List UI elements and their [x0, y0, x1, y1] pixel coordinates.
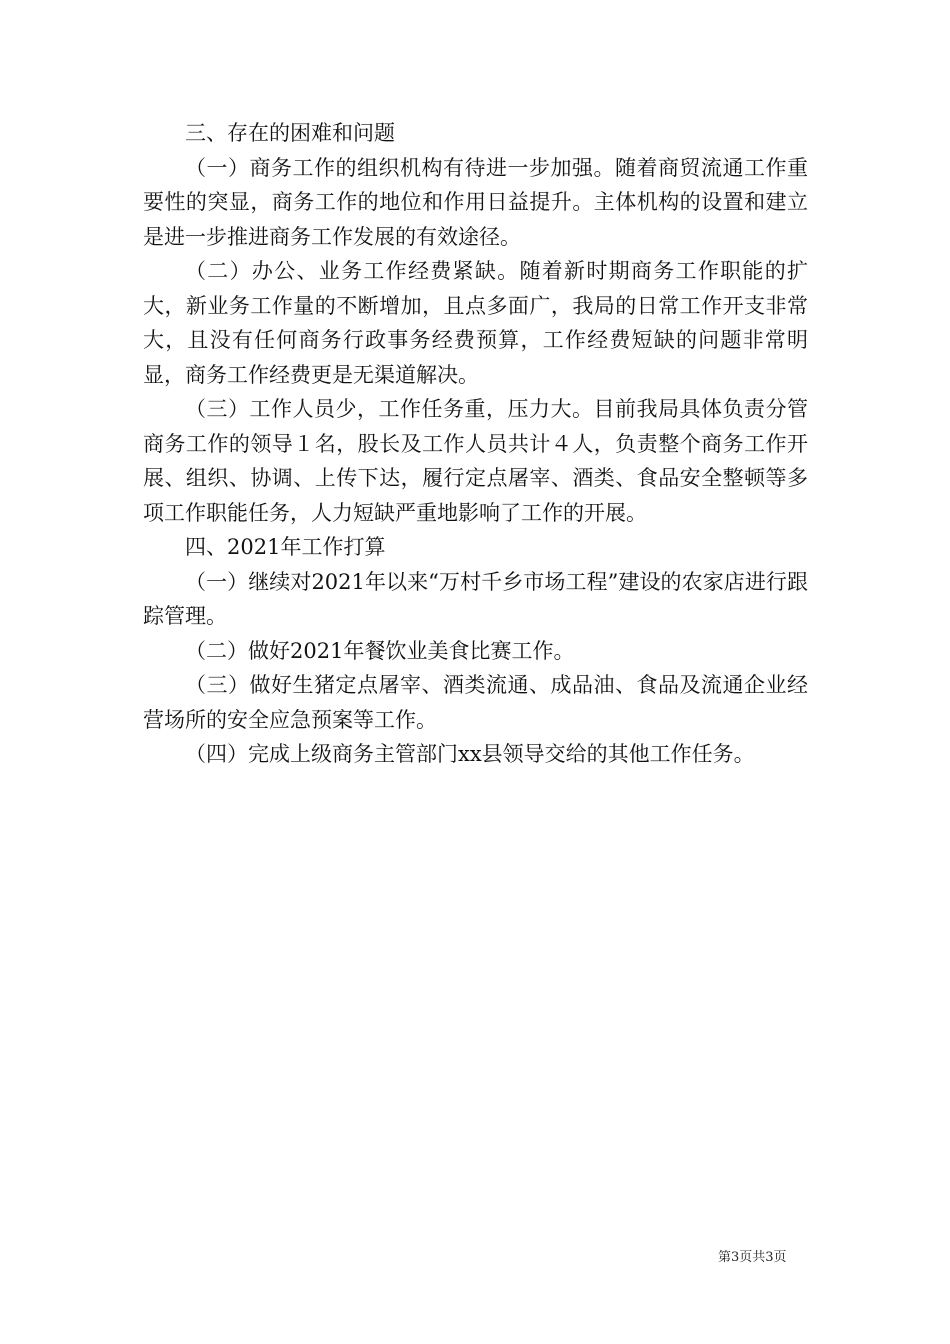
paragraph-funding: （二）办公、业务工作经费紧缺。随着新时期商务工作职能的扩大，新业务工作量的不断增加，且点多面广，我局的日常工作开支非常大，且没有任何商务行政事务经费预算，工作经费短缺的问题非常明显，商务工作经费更是无渠道解决。 [143, 259, 808, 387]
paragraph-plan-1: （一）继续对2021年以来“万村千乡市场工程”建设的农家店进行跟踪管理。 [143, 569, 808, 628]
document-body [143, 116, 808, 772]
paragraph-plan-4: （四）完成上级商务主管部门xx县领导交给的其他工作任务。 [185, 742, 755, 766]
paragraph-plan-3: （三）做好生猪定点屠宰、酒类流通、成品油、食品及流通企业经营场所的安全应急预案等工作。 [143, 673, 808, 732]
page-number: 第3页共3页 [718, 1250, 787, 1265]
section-heading-plans: 四、2021年工作打算 [185, 535, 386, 559]
paragraph-staffing: （三）工作人员少，工作任务重，压力大。目前我局具体负责分管商务工作的领导１名，股长及工作人员共计４人，负责整个商务工作开展、组织、协调、上传下达，履行定点屠宰、酒类、食品安全整顿等多项工作职能任务，人力短缺严重地影响了工作的开展。 [143, 397, 808, 525]
paragraph-organization: （一）商务工作的组织机构有待进一步加强。随着商贸流通工作重要性的突显，商务工作的地位和作用日益提升。主体机构的设置和建立是进一步推进商务工作发展的有效途径。 [143, 155, 808, 249]
paragraph-plan-2: （二）做好2021年餐饮业美食比赛工作。 [185, 638, 575, 663]
section-heading-difficulties: 三、存在的困难和问题 [185, 121, 395, 145]
